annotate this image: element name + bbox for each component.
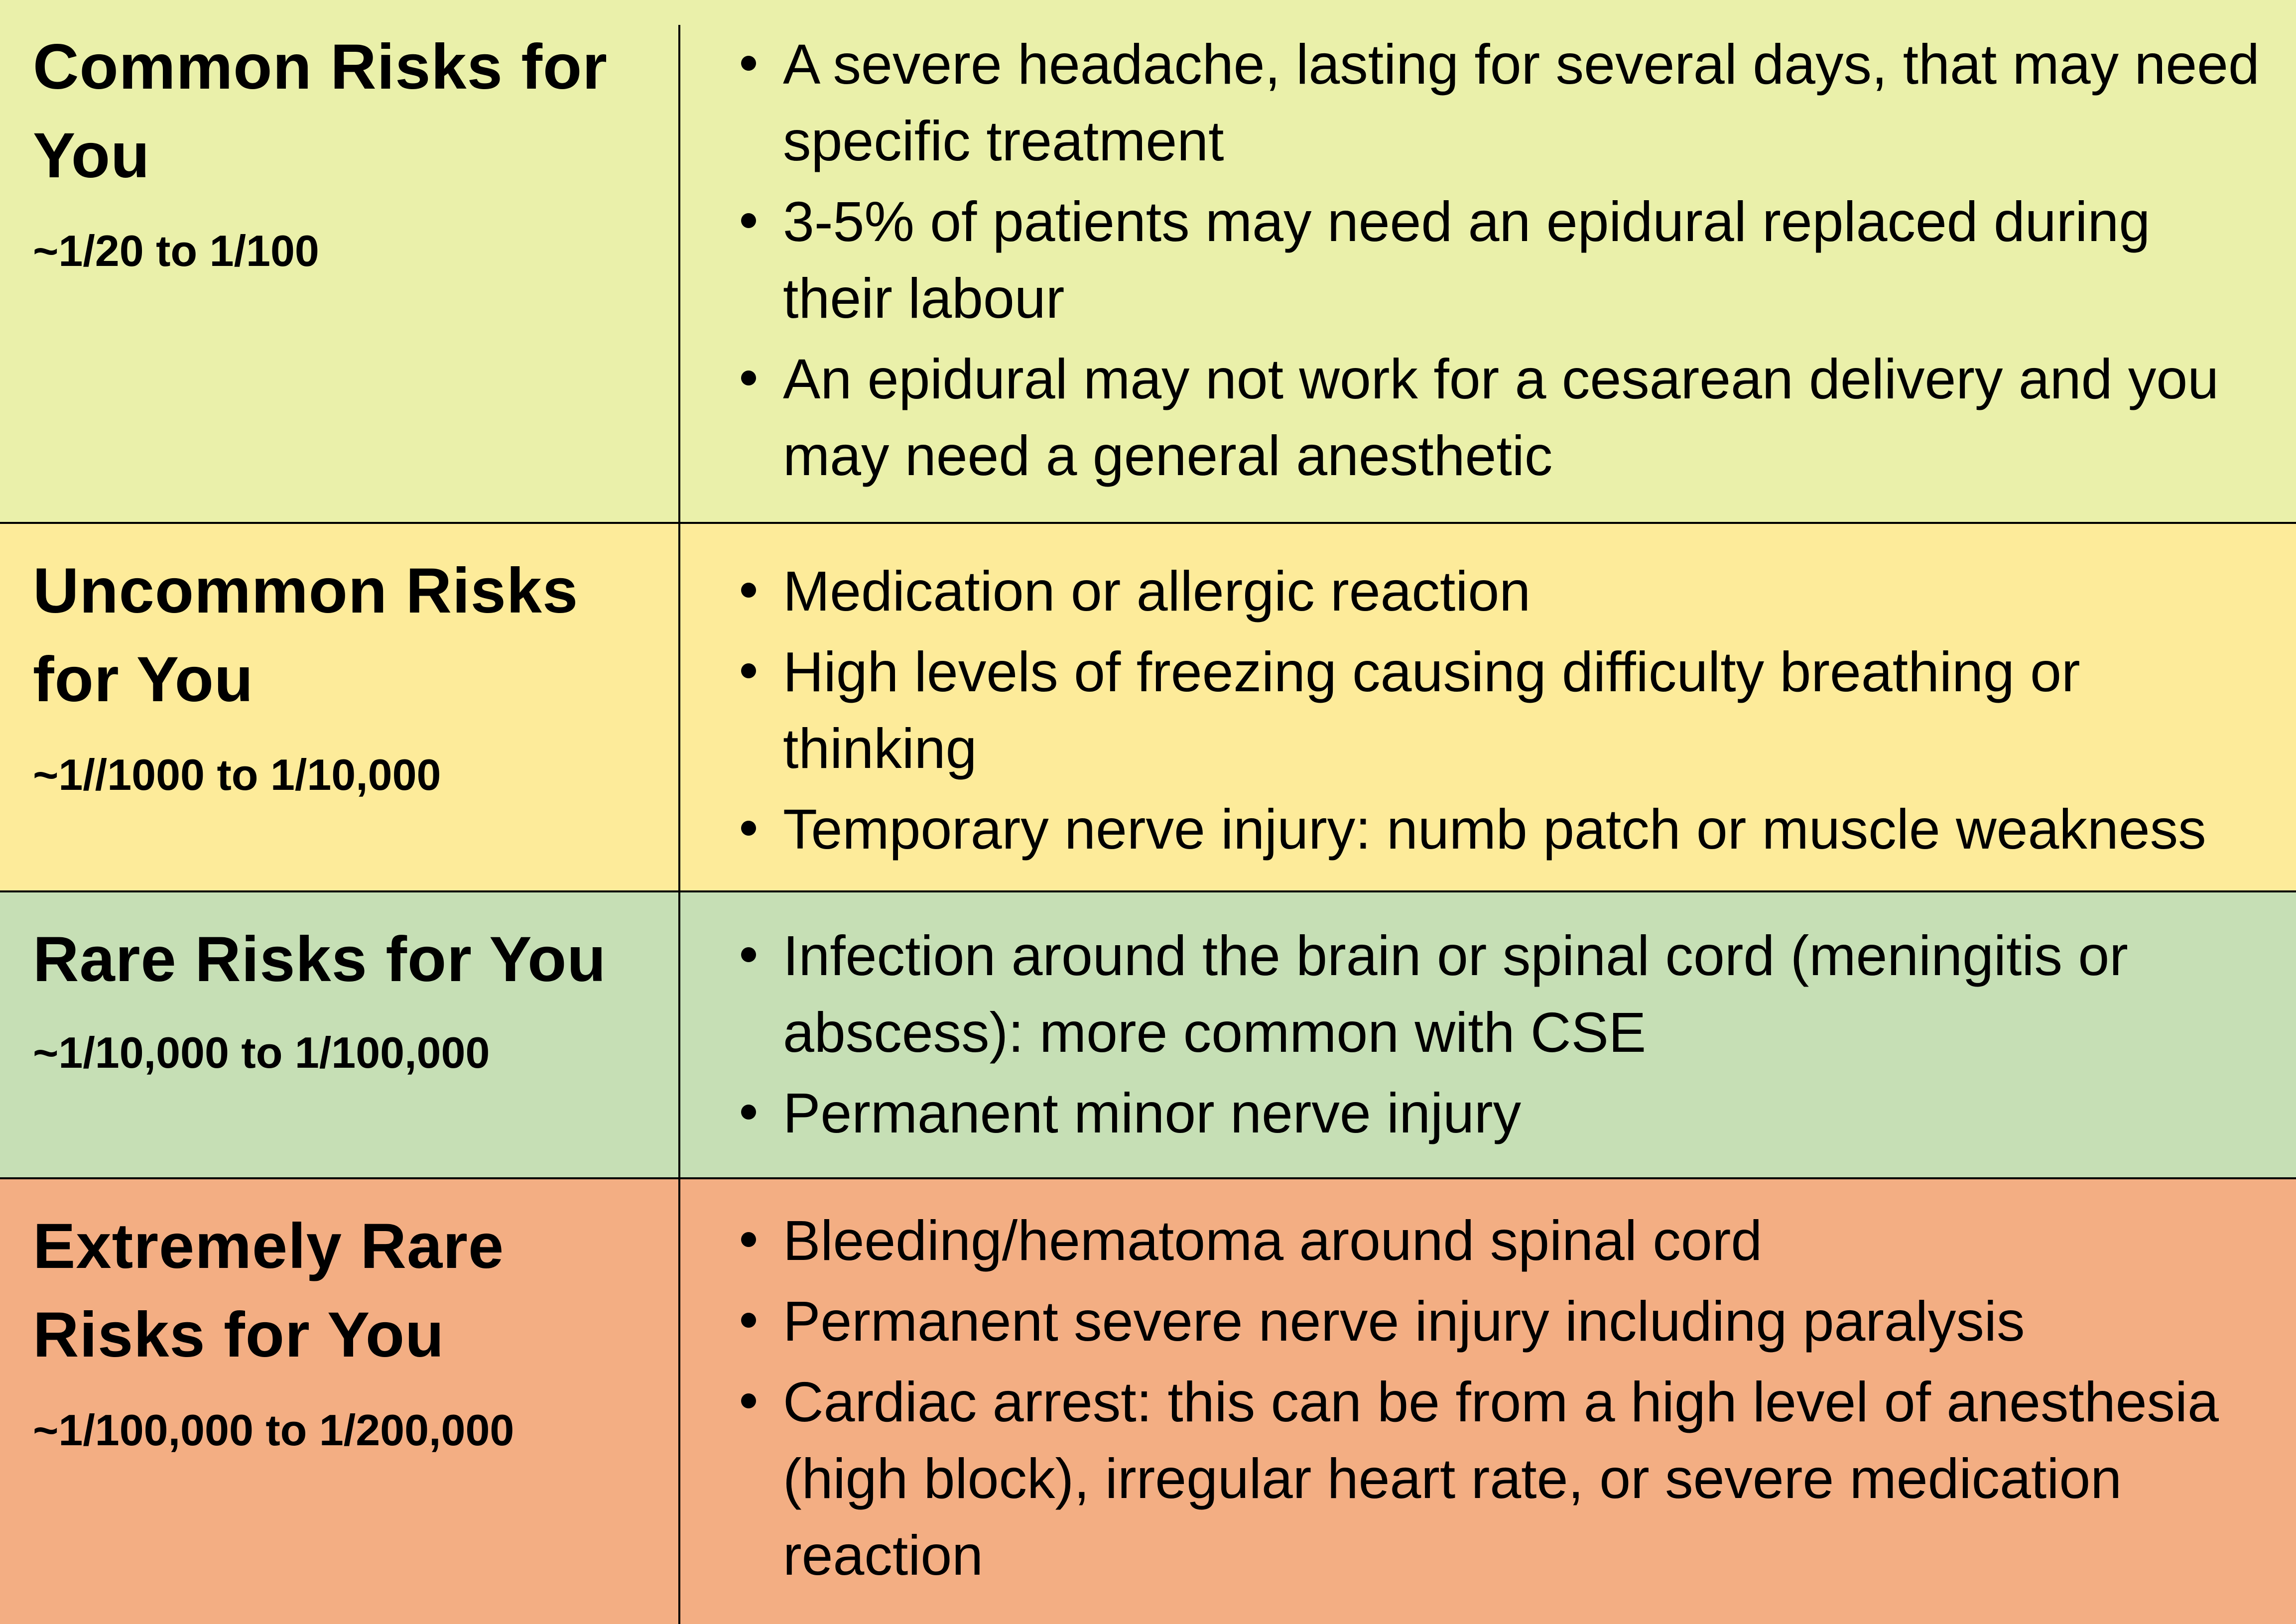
risk-category-title: Extremely Rare Risks for You — [33, 1211, 505, 1371]
risk-list-item — [708, 633, 2266, 787]
risk-row-common — [0, 0, 2296, 524]
risk-text: High levels of freezing causing difficulty breathing or thinking — [783, 640, 2080, 780]
risk-list-item — [708, 341, 2266, 494]
bullet-icon — [741, 583, 756, 598]
risk-list — [708, 26, 2266, 494]
risk-list-item — [708, 1364, 2266, 1594]
bullet-icon — [741, 1105, 756, 1120]
risk-category-title: Rare Risks for You — [33, 924, 607, 995]
risk-row-rare — [0, 892, 2296, 1179]
bullet-icon — [741, 821, 756, 836]
risk-text: Temporary nerve injury: numb patch or muscle weakness — [783, 798, 2206, 861]
bullet-icon — [741, 1393, 756, 1408]
bullet-icon — [741, 1232, 756, 1247]
risk-text: An epidural may not work for a cesarean delivery and you may need a general anesthetic — [783, 348, 2219, 487]
risk-list — [708, 553, 2266, 868]
risk-text: Medication or allergic reaction — [783, 560, 1531, 623]
bullet-icon — [741, 213, 756, 228]
risk-text: Permanent minor nerve injury — [783, 1082, 1522, 1144]
risk-list-item — [708, 1202, 2266, 1279]
risk-list-item — [708, 791, 2266, 868]
bullet-icon — [741, 947, 756, 962]
risk-text: Cardiac arrest: this can be from a high level of anesthesia (high block), irregular heart rate, or severe medication reaction — [783, 1371, 2219, 1587]
bullet-icon — [741, 371, 756, 385]
risk-category-cell — [0, 892, 678, 1177]
risk-row-uncommon — [0, 524, 2296, 892]
risk-category-cell — [0, 524, 678, 890]
risk-frequency: ~1/20 to 1/100 — [33, 226, 319, 275]
risk-list — [708, 1202, 2266, 1594]
risk-list-item — [708, 1075, 2266, 1151]
risk-list — [708, 917, 2266, 1151]
risk-frequency: ~1/100,000 to 1/200,000 — [33, 1405, 514, 1455]
risk-text: Permanent severe nerve injury including paralysis — [783, 1290, 2025, 1353]
risk-category-title: Common Risks for You — [33, 31, 608, 191]
risk-list-item — [708, 917, 2266, 1071]
risk-list-item — [708, 26, 2266, 179]
risk-list-cell — [680, 892, 2296, 1177]
risk-list-cell — [680, 1179, 2296, 1624]
risk-list-cell — [680, 524, 2296, 890]
risk-list-item — [708, 1283, 2266, 1360]
risk-list-item — [708, 553, 2266, 629]
risk-row-extremely-rare — [0, 1179, 2296, 1624]
risk-text: 3-5% of patients may need an epidural replaced during their labour — [783, 190, 2151, 330]
risk-category-cell — [0, 0, 678, 522]
risk-frequency: ~1//1000 to 1/10,000 — [33, 750, 441, 799]
risk-category-cell — [0, 1179, 678, 1624]
bullet-icon — [741, 663, 756, 678]
risk-frequency: ~1/10,000 to 1/100,000 — [33, 1028, 490, 1077]
risk-text: Bleeding/hematoma around spinal cord — [783, 1209, 1763, 1272]
risk-text: A severe headache, lasting for several days, that may need specific treatment — [783, 33, 2260, 172]
risk-list-item — [708, 183, 2266, 337]
risk-text: Infection around the brain or spinal cord (meningitis or abscess): more common with CSE — [783, 924, 2128, 1064]
risk-list-cell — [680, 0, 2296, 522]
bullet-icon — [741, 56, 756, 71]
bullet-icon — [741, 1313, 756, 1328]
risk-category-title: Uncommon Risks for You — [33, 555, 579, 715]
